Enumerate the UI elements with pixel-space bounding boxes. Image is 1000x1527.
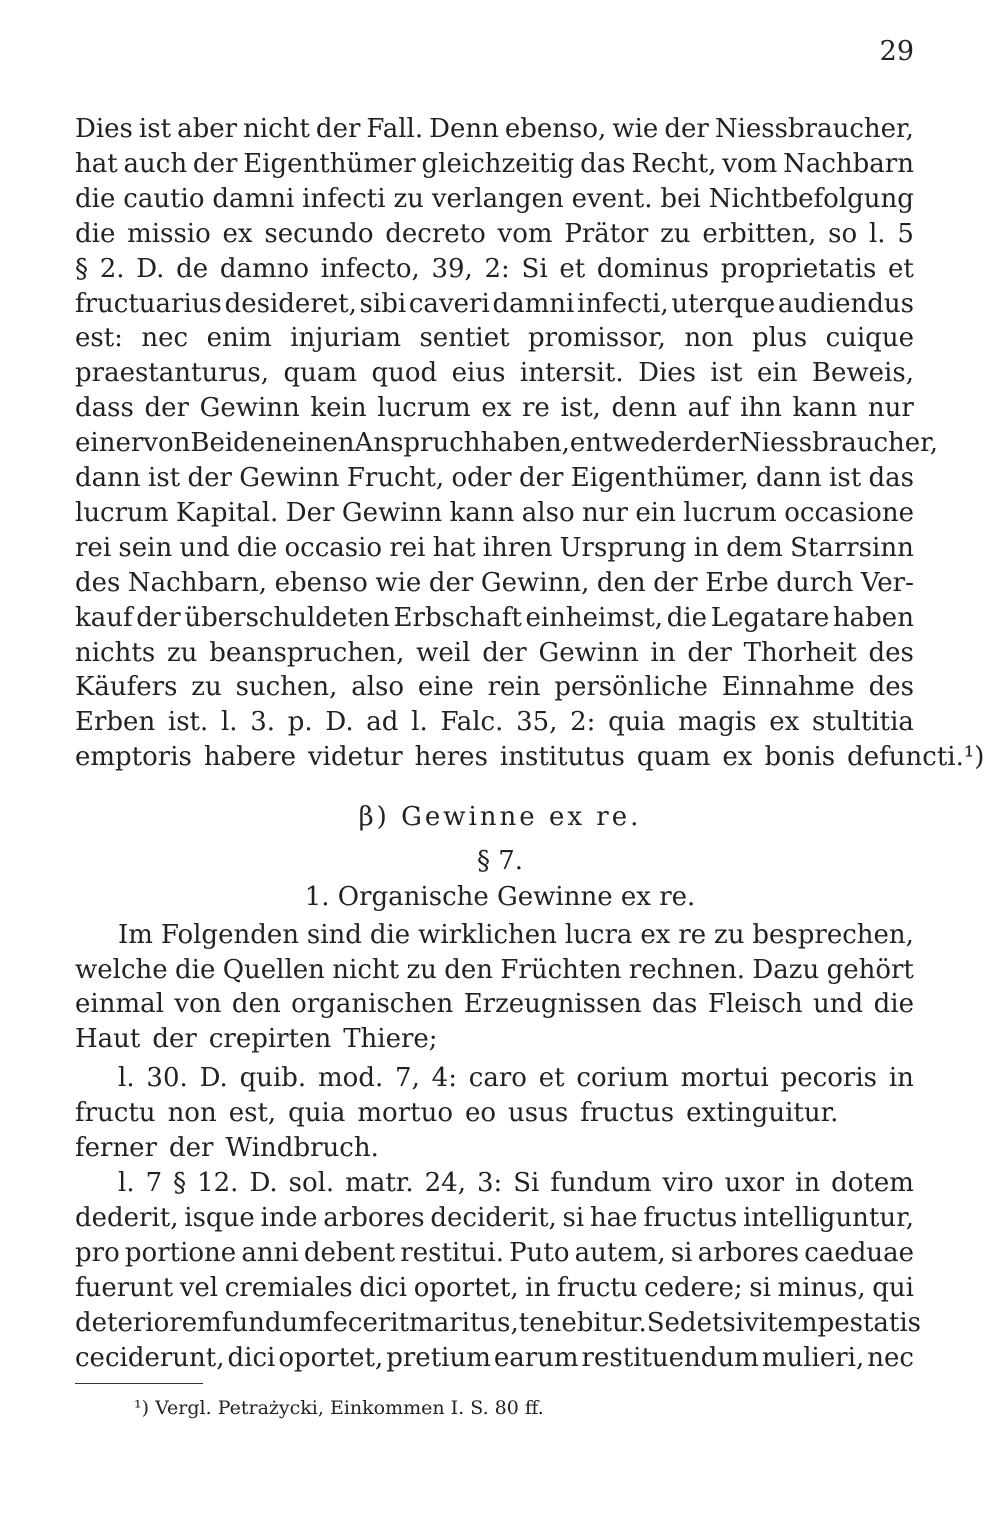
paragraph5-line: dederit, isque inde arbores deciderit, si hae fructus intelliguntur, (75, 1203, 914, 1233)
paragraph1-line: Käufers zu suchen, also eine rein persönliche Einnahme des (75, 672, 914, 703)
paragraph4-line: ferner der Windbruch. (75, 1133, 379, 1163)
paragraph5-line: deteriorem fundum fecerit maritus, tenebitur. Sed et si vi tempestatis (75, 1308, 922, 1338)
paragraph1-line: fructuarius desideret, sibi caveri damni infecti, uterque audiendus (75, 288, 914, 319)
paragraph3-line: l. 30. D. quib. mod. 7, 4: caro et corium mortui pecoris in (118, 1063, 914, 1093)
paragraph1-line: des Nachbarn, ebenso wie der Gewinn, den der Erbe durch Ver- (75, 567, 914, 598)
subheading-beta (0, 799, 1000, 835)
paragraph1-line: die missio ex secundo decreto vom Prätor zu erbitten, so l. 5 (75, 218, 914, 249)
paragraph1-line: rei sein und die occasio rei hat ihren Ursprung in dem Starrsinn (75, 532, 914, 563)
footnote: ¹) Vergl. Petrażycki, Einkommen I. S. 80 ff. (134, 1397, 544, 1419)
paragraph1-line: dass der Gewinn kein lucrum ex re ist, denn auf ihn kann nur (75, 393, 914, 424)
paragraph1-line: kauf der überschuldeten Erbschaft einheimst, die Legatare haben (75, 602, 914, 633)
paragraph2-line: einmal von den organischen Erzeugnissen das Fleisch und die (75, 989, 914, 1019)
paragraph1-line: emptoris habere videtur heres institutus quam ex bonis defuncti.¹) (75, 742, 985, 773)
paragraph1-line: dann ist der Gewinn Frucht, oder der Eigenthümer, dann ist das (75, 463, 914, 493)
paragraph5-line: pro portione anni debent restitui. Puto autem, si arbores caeduae (75, 1238, 914, 1268)
paragraph1-line: § 2. D. de damno infecto, 39, 2: Si et dominus proprietatis et (75, 253, 914, 284)
subheading-beta-text: β) Gewinne ex re. (358, 802, 642, 832)
paragraph2-line: Haut der crepirten Thiere; (75, 1023, 438, 1054)
paragraph1-line: die cautio damni infecti zu verlangen event. bei Nichtbefolgung (75, 183, 914, 214)
paragraph1-line: praestanturus, quam quod eius intersit. Dies ist ein Beweis, (75, 358, 914, 389)
page-number: 29 (879, 36, 914, 67)
paragraph2-line: welche die Quellen nicht zu den Früchten rechnen. Dazu gehört (75, 954, 914, 985)
paragraph1-line: Erben ist. l. 3. p. D. ad l. Falc. 35, 2: quia magis ex stultitia (75, 707, 914, 738)
paragraph2-line: Im Folgenden sind die wirklichen lucra ex re zu besprechen, (118, 920, 914, 950)
paragraph5-line: fuerunt vel cremiales dici oportet, in fructu cedere; si minus, qui (75, 1273, 914, 1303)
paragraph1-line: lucrum Kapital. Der Gewinn kann also nur ein lucrum occasione (75, 497, 914, 528)
paragraph1-line: est: nec enim injuriam sentiet promissor, non plus cuique (75, 323, 914, 354)
paragraph3-line: fructu non est, quia mortuo eo usus fructus extinguitur. (75, 1098, 839, 1128)
paragraph1-line: einer von Beiden einen Anspruch haben, entweder der Niessbraucher, (75, 428, 938, 459)
paragraph1-line: hat auch der Eigenthümer gleichzeitig das Recht, vom Nachbarn (75, 148, 914, 179)
section-title (0, 879, 1000, 915)
section-title-text: 1. Organische Gewinne ex re. (304, 882, 696, 912)
paragraph5-line: ceciderunt, dici oportet, pretium earum restituendum mulieri, nec (75, 1343, 914, 1373)
paragraph1-line: nichts zu beanspruchen, weil der Gewinn in der Thorheit des (75, 637, 914, 668)
footnote-rule (75, 1383, 203, 1384)
section-number: § 7. (476, 846, 524, 876)
paragraph1-line: Dies ist aber nicht der Fall. Denn ebenso, wie der Niessbraucher, (75, 114, 914, 144)
paragraph5-line: l. 7 § 12. D. sol. matr. 24, 3: Si fundum viro uxor in dotem (118, 1168, 914, 1198)
